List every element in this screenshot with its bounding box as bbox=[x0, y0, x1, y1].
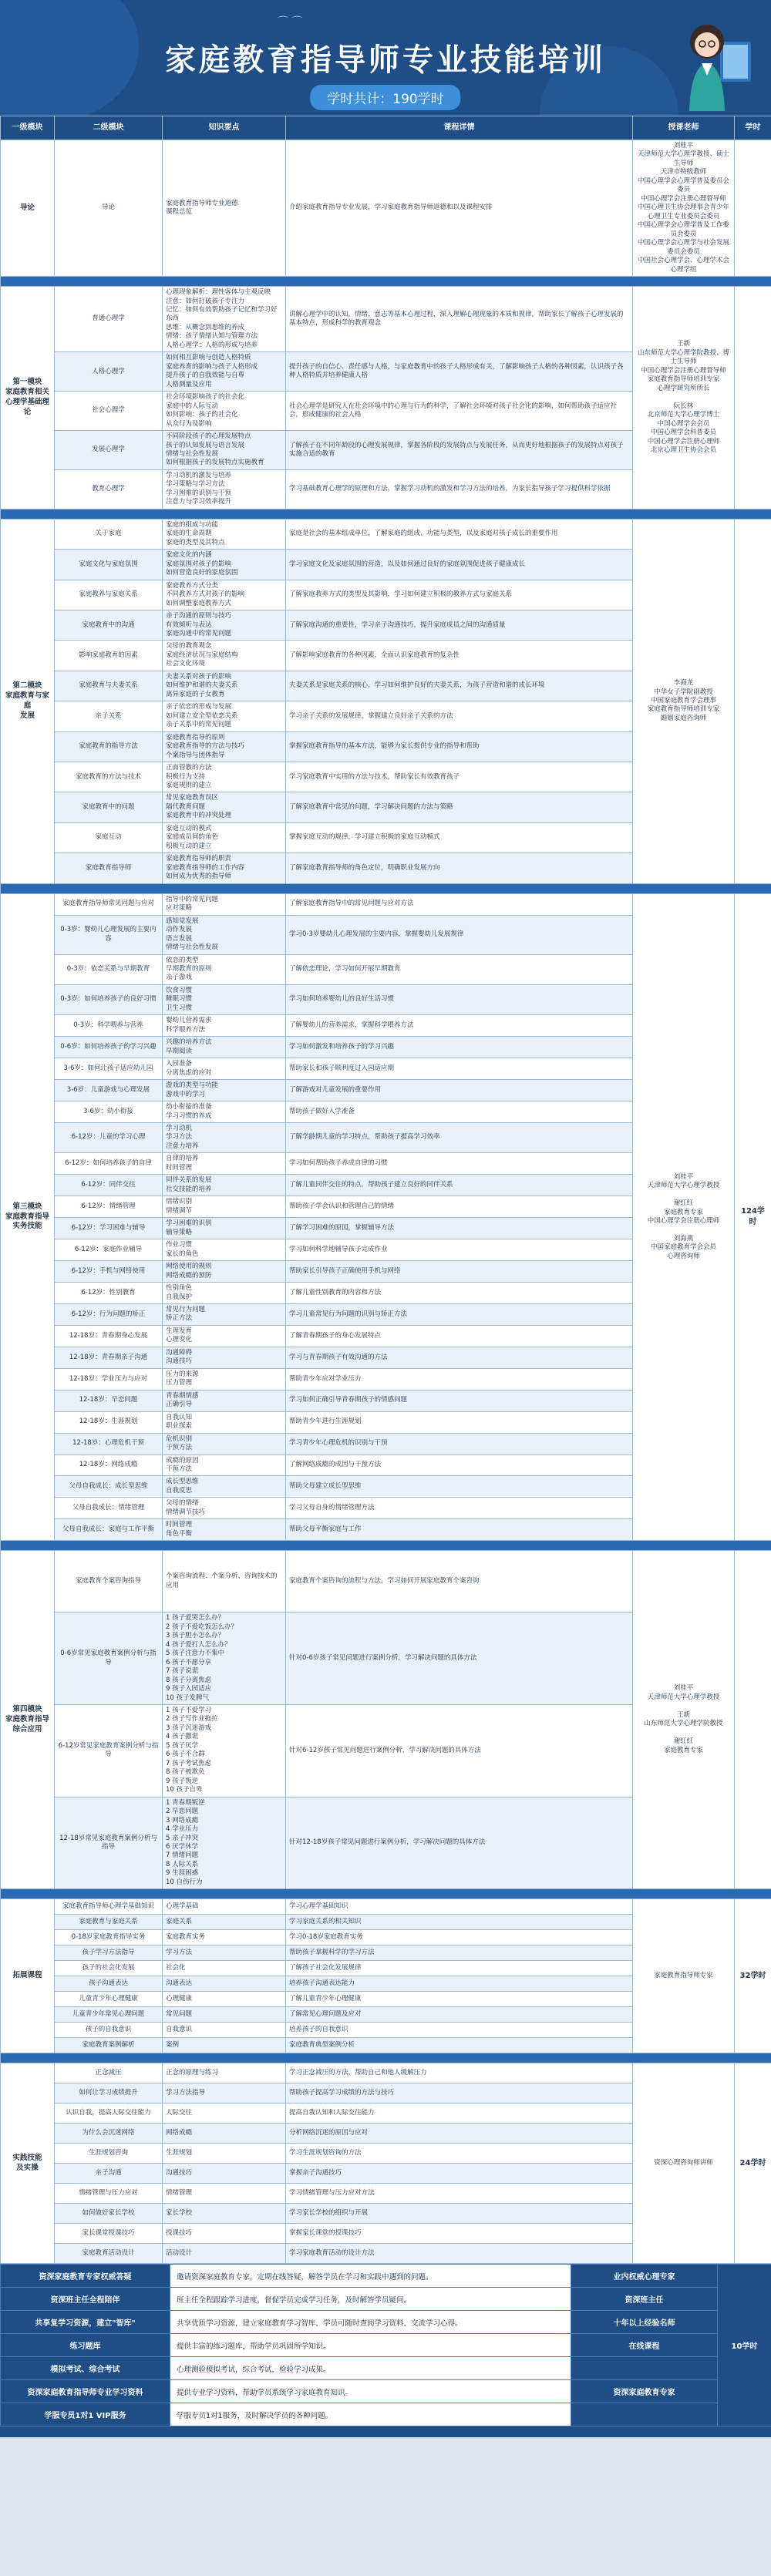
cell-detail: 学习家长学校的组织与开展 bbox=[286, 2204, 633, 2224]
module-separator bbox=[1, 2053, 771, 2063]
cell-points: 游戏的类型与功能 游戏中的学习 bbox=[163, 1080, 286, 1101]
cell-points: 饮食习惯 睡眠习惯 卫生习惯 bbox=[163, 984, 286, 1014]
cell-points: 家庭教育实务 bbox=[163, 1930, 286, 1945]
cell-sub: 家庭教育的指导方法 bbox=[55, 731, 163, 762]
module-name: 第四模块 家庭教育指导 综合应用 bbox=[1, 1551, 55, 1889]
cell-detail: 帮助父母建立成长型思维 bbox=[286, 1476, 633, 1498]
cell-sub: 导论 bbox=[55, 140, 163, 277]
cell-points: 1 孩子不爱学习 2 孩子写作业拖拉 3 孩子沉迷游戏 4 孩子撒谎 5 孩子厌学 6 孩子不合群 7 孩子考试焦虑 8 孩子被欺负 9 孩子叛逆 10 孩子自卑 bbox=[163, 1704, 286, 1797]
cell-points: 感知觉发展 动作发展 语言发展 情绪与社会性发展 bbox=[163, 915, 286, 954]
cell-detail: 帮助青少年进行生涯规划 bbox=[286, 1411, 633, 1433]
cell-points: 生理发育 心理变化 bbox=[163, 1325, 286, 1347]
cell-detail: 了解网络成瘾的成因与干预方法 bbox=[286, 1454, 633, 1476]
cell-detail: 了解常见心理问题及应对 bbox=[286, 2007, 633, 2023]
cell-points: 家长学校 bbox=[163, 2204, 286, 2224]
cell-detail: 了解学龄期儿童的学习特点，帮助孩子提高学习效率 bbox=[286, 1123, 633, 1153]
cell-detail: 了解孩子在不同年龄段的心理发展规律，掌握各阶段的发展特点与发展任务，从而更好地根据孩子的发展特点对孩子实施合适的教育 bbox=[286, 431, 633, 470]
service-row bbox=[1, 2311, 771, 2334]
cell-sub: 如何做好家长学校 bbox=[55, 2204, 163, 2224]
cell-points: 依恋的类型 早期教育的原则 亲子游戏 bbox=[163, 954, 286, 984]
service-right: 十年以上经验名师 bbox=[571, 2311, 718, 2334]
cell-detail: 分析网络沉迷的原因与应对 bbox=[286, 2124, 633, 2144]
cell-points: 常见行为问题 矫正方法 bbox=[163, 1303, 286, 1325]
module-name: 第二模块 家庭教育与家庭 发展 bbox=[1, 519, 55, 883]
cell-detail: 学习生涯规划咨询的方法 bbox=[286, 2144, 633, 2164]
service-name: 学服专员1对1 VIP服务 bbox=[1, 2403, 170, 2426]
table-row bbox=[1, 2063, 771, 2083]
teacher-info: 李海龙 中华女子学院副教授 中国家庭教育学会理事 家庭教育指导师培训专家 婚姻家庭咨询师 bbox=[633, 519, 735, 883]
cell-detail: 了解儿童同伴交往的特点，帮助孩子建立良好的同伴关系 bbox=[286, 1175, 633, 1196]
cell-sub: 家庭教育的方法与技术 bbox=[55, 762, 163, 792]
cell-sub: 家庭教育与家庭关系 bbox=[55, 1915, 163, 1930]
cell-detail: 学习父母自身的情绪管理方法 bbox=[286, 1498, 633, 1519]
cell-points: 父母的教育观念 家庭经济状况与家庭结构 社会文化环境 bbox=[163, 641, 286, 671]
cell-points: 心理学基础 bbox=[163, 1899, 286, 1915]
cell-sub: 家庭教育指导师 bbox=[55, 853, 163, 883]
cell-sub: 0-3岁：如何培养孩子的良好习惯 bbox=[55, 984, 163, 1014]
cell-detail: 帮助孩子学会认识和管理自己的情绪 bbox=[286, 1196, 633, 1218]
cell-points: 作业习惯 家长的角色 bbox=[163, 1239, 286, 1261]
cell-sub: 认识自我，提高人际交往能力 bbox=[55, 2104, 163, 2124]
cell-detail: 针对12-18岁孩子常见问题进行案例分析，学习解决问题的具体方法 bbox=[286, 1797, 633, 1889]
cell-sub: 6-12岁：家庭作业辅导 bbox=[55, 1239, 163, 1261]
cell-detail: 了解家庭教育指导师的角色定位，明确职业发展方向 bbox=[286, 853, 633, 883]
cell-detail: 了解儿童性别教育的内容和方法 bbox=[286, 1283, 633, 1304]
cell-sub: 3-6岁：儿童游戏与心理发展 bbox=[55, 1080, 163, 1101]
header-cell: 二级模块 bbox=[55, 116, 163, 140]
cell-detail: 学习0-18岁家庭教育实务 bbox=[286, 1930, 633, 1945]
cell-detail: 学习如何正确引导青春期孩子的情感问题 bbox=[286, 1390, 633, 1411]
cell-detail: 帮助父母平衡家庭与工作 bbox=[286, 1519, 633, 1541]
cell-detail: 提高自我认知和人际交往能力 bbox=[286, 2104, 633, 2124]
cell-sub: 父母自我成长：情绪管理 bbox=[55, 1498, 163, 1519]
service-right: 在线课程 bbox=[571, 2334, 718, 2357]
cell-points: 兴趣的培养方法 早期阅读 bbox=[163, 1037, 286, 1058]
cell-detail: 家庭是社会的基本组成单位，了解家庭的组成、功能与类型，以及家庭对孩子成长的重要作用 bbox=[286, 519, 633, 549]
cell-detail: 帮助孩子掌握科学的学习方法 bbox=[286, 1945, 633, 1961]
cell-points: 父母的情绪 情绪调节技巧 bbox=[163, 1498, 286, 1519]
cell-sub: 12-18岁：学业压力与应对 bbox=[55, 1368, 163, 1390]
cell-sub: 0-3岁：依恋关系与早期教育 bbox=[55, 954, 163, 984]
cell-sub: 12-18岁：心理危机干预 bbox=[55, 1433, 163, 1454]
cell-detail: 帮助孩子做好入学准备 bbox=[286, 1101, 633, 1123]
cell-points: 指导中的常见问题 应对策略 bbox=[163, 893, 286, 915]
cell-detail: 掌握亲子沟通技巧 bbox=[286, 2164, 633, 2184]
cell-points: 社会环境影响孩子的社会化 家庭中的人际互动 如何影响：孩子的社会化 从众行为及影响 bbox=[163, 392, 286, 431]
cell-sub: 6-12岁：情绪管理 bbox=[55, 1196, 163, 1218]
cell-sub: 关于家庭 bbox=[55, 519, 163, 549]
cell-sub: 父母自我成长：家庭与工作平衡 bbox=[55, 1519, 163, 1541]
cell-detail: 帮助孩子提高学习成绩的方法与技巧 bbox=[286, 2083, 633, 2104]
cell-detail: 学习如何激发和培养孩子的学习兴趣 bbox=[286, 1037, 633, 1058]
cell-points: 学习方法 bbox=[163, 1945, 286, 1961]
cell-sub: 父母自我成长：成长型思维 bbox=[55, 1476, 163, 1498]
cell-detail: 学习如何科学地辅导孩子完成作业 bbox=[286, 1239, 633, 1261]
cell-points: 学习困难的识别 辅导策略 bbox=[163, 1218, 286, 1239]
cell-sub: 家庭教养与家庭关系 bbox=[55, 580, 163, 610]
cell-points: 人际交往 bbox=[163, 2104, 286, 2124]
cell-detail: 学习家庭关系的相关知识 bbox=[286, 1915, 633, 1930]
cell-detail: 学习与青春期孩子有效沟通的方法 bbox=[286, 1347, 633, 1368]
cell-sub: 教育心理学 bbox=[55, 469, 163, 509]
cell-sub: 家庭教育案例解析 bbox=[55, 2038, 163, 2053]
service-name: 共享复学习资源，建立"智库" bbox=[1, 2311, 170, 2334]
service-desc: 学服专员1对1服务，及时解决学员的各种问题。 bbox=[170, 2403, 571, 2426]
service-name: 资深家庭教育指导师专业学习资料 bbox=[1, 2380, 170, 2403]
module-name: 拓展课程 bbox=[1, 1899, 55, 2053]
cell-points: 性别角色 自我保护 bbox=[163, 1283, 286, 1304]
cell-sub: 如何让学习成绩提升 bbox=[55, 2083, 163, 2104]
cell-sub: 12-18岁：生涯规划 bbox=[55, 1411, 163, 1433]
cell-detail: 帮助青少年应对学业压力 bbox=[286, 1368, 633, 1390]
cell-points: 成长型思维 自我反思 bbox=[163, 1476, 286, 1498]
cell-points: 压力的来源 压力管理 bbox=[163, 1368, 286, 1390]
cell-points: 心理现象解析：理性客体与主观反映 注意：如何打破孩子专注力 记忆：如何有效帮助孩子记忆和学习好东西 思维：从概念到思维的养成 情绪：孩子情绪认知与管理方法 人格心理学：人格的形成与培养 bbox=[163, 287, 286, 352]
cell-points: 正念的原理与练习 bbox=[163, 2063, 286, 2083]
service-right: 业内权威心理专家 bbox=[571, 2265, 718, 2288]
cell-detail: 学习心理学基础知识 bbox=[286, 1899, 633, 1915]
service-row bbox=[1, 2380, 771, 2403]
cell-detail: 家庭教育个案咨询的流程与方法，学习如何开展家庭教育个案咨询 bbox=[286, 1551, 633, 1613]
cell-sub: 6-12岁：学习困难与辅导 bbox=[55, 1218, 163, 1239]
cell-detail: 了解依恋理论，学习如何开展早期教育 bbox=[286, 954, 633, 984]
cell-detail: 学习家庭教育中实用的方法与技术，帮助家长有效教育孩子 bbox=[286, 762, 633, 792]
cell-detail: 掌握家庭互动的规律，学习建立积极的家庭互动模式 bbox=[286, 822, 633, 853]
service-right: 资深家庭教育专家 bbox=[571, 2380, 718, 2403]
cell-points: 家庭教育指导师的职责 家庭教育指导师的工作内容 如何成为优秀的指导师 bbox=[163, 853, 286, 883]
cell-sub: 家庭教育与夫妻关系 bbox=[55, 671, 163, 701]
cell-sub: 12-18岁：早恋问题 bbox=[55, 1390, 163, 1411]
banner bbox=[0, 0, 771, 116]
cell-points: 家庭教育指导的原则 家庭教育指导的方法与技巧 个案指导与团体指导 bbox=[163, 731, 286, 762]
header-cell: 授课老师 bbox=[633, 116, 735, 140]
cell-sub: 情绪管理与压力应对 bbox=[55, 2184, 163, 2204]
cell-detail: 掌握家长课堂的授课技巧 bbox=[286, 2224, 633, 2244]
teacher-info: 刘桂平 天津师范大学心理学教授 王新 山东师范大学心理学院教授 谢红红 家庭教育专家 bbox=[633, 1551, 735, 1889]
service-desc: 提供专业学习资料，帮助学员系统学习家庭教育知识。 bbox=[170, 2380, 571, 2403]
cell-detail: 针对0-6岁孩子常见问题进行案例分析，学习解决问题的具体方法 bbox=[286, 1613, 633, 1705]
cell-sub: 人格心理学 bbox=[55, 352, 163, 392]
service-desc: 邀请资深家庭教育专家，定期在线答疑，解答学员在学习和实践中遇到的问题。 bbox=[170, 2265, 571, 2288]
cell-points: 情绪识别 情绪调节 bbox=[163, 1196, 286, 1218]
service-name: 模拟考试、综合考试 bbox=[1, 2357, 170, 2380]
cell-points: 个案咨询流程、个案分析、咨询技术的应用 bbox=[163, 1551, 286, 1613]
cell-points: 幼小衔接的准备 学习习惯的养成 bbox=[163, 1101, 286, 1123]
table-row bbox=[1, 140, 771, 277]
cell-detail: 学习如何培养婴幼儿的良好生活习惯 bbox=[286, 984, 633, 1014]
cell-points: 同伴关系的发展 社交技能的培养 bbox=[163, 1175, 286, 1196]
cell-detail: 家庭教育典型案例分析 bbox=[286, 2038, 633, 2053]
module-name: 第一模块 家庭教育相关 心理学基础理论 bbox=[1, 287, 55, 509]
service-row bbox=[1, 2265, 771, 2288]
cell-sub: 0-6岁：如何培养孩子的学习兴趣 bbox=[55, 1037, 163, 1058]
table-row bbox=[1, 1899, 771, 1915]
cell-sub: 0-3岁：婴幼儿心理发展的主要内容 bbox=[55, 915, 163, 954]
header-cell: 知识要点 bbox=[163, 116, 286, 140]
teacher-info: 资深心理咨询师讲师 bbox=[633, 2063, 735, 2264]
cell-sub: 家庭教育指导师常见问题与应对 bbox=[55, 893, 163, 915]
cell-detail: 了解婴幼儿的营养需求，掌握科学喂养方法 bbox=[286, 1015, 633, 1037]
cell-detail: 学习家庭文化及家庭氛围的营造，以及如何通过良好的家庭氛围促进孩子健康成长 bbox=[286, 550, 633, 580]
cell-detail: 学习家庭教育活动的设计方法 bbox=[286, 2244, 633, 2264]
cell-sub: 0-6岁常见家庭教育案例分析与指导 bbox=[55, 1613, 163, 1705]
cell-sub: 社会心理学 bbox=[55, 392, 163, 431]
cell-detail: 学习亲子关系的发展规律，掌握建立良好亲子关系的方法 bbox=[286, 701, 633, 731]
cell-sub: 6-12岁：如何培养孩子的自律 bbox=[55, 1153, 163, 1175]
cell-sub: 孩子沟通表达 bbox=[55, 1976, 163, 1992]
cell-sub: 6-12岁：手机与网络使用 bbox=[55, 1261, 163, 1283]
cell-detail: 了解游戏对儿童发展的重要作用 bbox=[286, 1080, 633, 1101]
cell-sub: 6-12岁常见家庭教育案例分析与指导 bbox=[55, 1704, 163, 1797]
cell-detail: 了解影响家庭教育的各种因素，全面认识家庭教育的复杂性 bbox=[286, 641, 633, 671]
cell-sub: 普通心理学 bbox=[55, 287, 163, 352]
service-desc: 共享优质学习资源，建立家庭教育学习智库，学员可随时查阅学习资料，交流学习心得。 bbox=[170, 2311, 571, 2334]
cell-points: 家庭的组成与功能 家庭的生命周期 家庭的类型及其特点 bbox=[163, 519, 286, 549]
cell-sub: 家庭互动 bbox=[55, 822, 163, 853]
service-row bbox=[1, 2288, 771, 2311]
teacher-info: 家庭教育指导师专家 bbox=[633, 1899, 735, 2053]
cell-sub: 家长课堂授课技巧 bbox=[55, 2224, 163, 2244]
cell-sub: 亲子关系 bbox=[55, 701, 163, 731]
cell-points: 沟通表达 bbox=[163, 1976, 286, 1992]
cell-sub: 儿童青少年心理健康 bbox=[55, 1992, 163, 2007]
cell-detail: 学习情绪管理与压力应对方法 bbox=[286, 2184, 633, 2204]
cell-detail: 了解儿童青少年心理健康 bbox=[286, 1992, 633, 2007]
cell-points: 活动设计 bbox=[163, 2244, 286, 2264]
cell-points: 正面管教的方法 积极行为支持 家庭规则的建立 bbox=[163, 762, 286, 792]
cell-points: 常见家庭教育误区 隔代教育问题 家庭教育中的冲突处理 bbox=[163, 792, 286, 822]
cell-points: 沟通技巧 bbox=[163, 2164, 286, 2184]
cell-sub: 家庭教育个案咨询指导 bbox=[55, 1551, 163, 1613]
cell-detail: 帮助家长引导孩子正确使用手机与网络 bbox=[286, 1261, 633, 1283]
cell-detail: 夫妻关系是家庭关系的核心，学习如何维护良好的夫妻关系，为孩子营造和谐的成长环境 bbox=[286, 671, 633, 701]
cell-detail: 社会心理学是研究人在社会环境中的心理与行为的科学，了解社会环境对孩子社会化的影响，如何帮助孩子适应社会，形成健康的社会人格 bbox=[286, 392, 633, 431]
teacher-info: 刘桂平 天津师范大学心理学教授、硕士生导师 天津市特级教师 中国心理学会心理学普及委员会委员 中国心理学会注册心理督导师 中国心理卫生协会理事会青少年心理卫生专业委员会委员 中国心理学会心理学普及工作委员会委员 中国心理学会心理学与社会发展委员会委员 中国社会心理学会、心理学术会心理学组 bbox=[633, 140, 735, 277]
cell-detail: 学习青少年心理危机的识别与干预 bbox=[286, 1433, 633, 1454]
cell-sub: 发展心理学 bbox=[55, 431, 163, 470]
cell-detail: 学习儿童常见行为问题的识别与矫正方法 bbox=[286, 1303, 633, 1325]
table-row bbox=[1, 287, 771, 352]
service-row bbox=[1, 2334, 771, 2357]
cell-sub: 儿童青少年常见心理问题 bbox=[55, 2007, 163, 2023]
cell-detail: 了解家庭教养方式的类型及其影响，学习如何建立积极的教养方式与家庭关系 bbox=[286, 580, 633, 610]
module-hours: 24学时 bbox=[735, 2063, 771, 2264]
cell-sub: 0-3岁：科学喂养与营养 bbox=[55, 1015, 163, 1037]
header-row bbox=[1, 116, 771, 140]
cell-detail: 学习正念减压的方法，帮助自己和他人缓解压力 bbox=[286, 2063, 633, 2083]
bird-icon: ⌒ ⌒ bbox=[278, 16, 303, 29]
cell-detail: 了解青春期孩子的身心发展特点 bbox=[286, 1325, 633, 1347]
table-row bbox=[1, 519, 771, 549]
cell-sub: 为什么会沉迷网络 bbox=[55, 2124, 163, 2144]
cell-sub: 6-12岁：同伴交往 bbox=[55, 1175, 163, 1196]
teacher-info: 刘桂平 天津师范大学心理学教授 谢红红 家庭教育专家 中国心理学会注册心理师 刘海燕 中国家庭教育学会会员 心理咨询师 bbox=[633, 893, 735, 1541]
module-separator bbox=[1, 509, 771, 519]
cell-sub: 家庭教育中的问题 bbox=[55, 792, 163, 822]
module-separator bbox=[1, 1541, 771, 1551]
module-hours bbox=[735, 1551, 771, 1889]
cell-detail: 培养孩子沟通表达能力 bbox=[286, 1976, 633, 1992]
cell-sub: 12-18岁常见家庭教育案例分析与指导 bbox=[55, 1797, 163, 1889]
cell-sub: 12-18岁：青春期亲子沟通 bbox=[55, 1347, 163, 1368]
cell-detail: 提升孩子的自信心、责任感与人格，与家庭教育中的孩子人格形成有关，了解影响孩子人格的各种因素，认识孩子各种人格特质并培养健康人格 bbox=[286, 352, 633, 392]
cell-sub: 家庭教育指导师心理学基础知识 bbox=[55, 1899, 163, 1915]
cell-points: 授课技巧 bbox=[163, 2224, 286, 2244]
cell-points: 自我认知 职业探索 bbox=[163, 1411, 286, 1433]
cell-points: 常见问题 bbox=[163, 2007, 286, 2023]
service-name: 资深家庭教育专家权威答疑 bbox=[1, 2265, 170, 2288]
cell-sub: 3-6岁：如何让孩子适应幼儿园 bbox=[55, 1058, 163, 1080]
cell-sub: 家庭文化与家庭氛围 bbox=[55, 550, 163, 580]
module-name: 导论 bbox=[1, 140, 55, 277]
teacher-illustration-icon bbox=[672, 11, 757, 111]
header-cell: 课程详情 bbox=[286, 116, 633, 140]
cell-points: 家庭教养方式分类 不同教养方式对孩子的影响 如何调整家庭教养方式 bbox=[163, 580, 286, 610]
cell-detail: 学习0-3岁婴幼儿心理发展的主要内容，掌握婴幼儿发展规律 bbox=[286, 915, 633, 954]
course-table bbox=[0, 116, 771, 2264]
module-hours: 124学时 bbox=[735, 893, 771, 1541]
cell-points: 案例 bbox=[163, 2038, 286, 2053]
cell-detail: 了解孩子社会化发展规律 bbox=[286, 1961, 633, 1976]
service-desc: 心理测验模拟考试，综合考试，检验学习成果。 bbox=[170, 2357, 571, 2380]
module-name: 第三模块 家庭教育指导 实务技能 bbox=[1, 893, 55, 1541]
cell-sub: 生涯规划咨询 bbox=[55, 2144, 163, 2164]
service-row bbox=[1, 2403, 771, 2426]
module-separator bbox=[1, 883, 771, 893]
header-cell: 一级模块 bbox=[1, 116, 55, 140]
cell-points: 自律的培养 时间管理 bbox=[163, 1153, 286, 1175]
cell-points: 青春期情感 正确引导 bbox=[163, 1390, 286, 1411]
cell-detail: 了解学习困难的原因，掌握辅导方法 bbox=[286, 1218, 633, 1239]
module-hours bbox=[735, 287, 771, 509]
cell-points: 学习动机的激发与培养 学习策略与学习方法 学习困难的识别与干预 注意力与学习效率提升 bbox=[163, 469, 286, 509]
cell-sub: 12-18岁：青春期身心发展 bbox=[55, 1325, 163, 1347]
cell-points: 学习方法指导 bbox=[163, 2083, 286, 2104]
cell-points: 亲子沟通的原则与技巧 有效倾听与表达 家庭沟通中的常见问题 bbox=[163, 610, 286, 641]
cell-points: 家庭关系 bbox=[163, 1915, 286, 1930]
service-right bbox=[571, 2357, 718, 2380]
cell-detail: 了解家庭沟通的重要性，学习亲子沟通技巧，提升家庭成员之间的沟通质量 bbox=[286, 610, 633, 641]
cell-points: 沟通障碍 沟通技巧 bbox=[163, 1347, 286, 1368]
cell-points: 1 孩子爱哭怎么办？ 2 孩子不爱吃饭怎么办？ 3 孩子胆小怎么办？ 4 孩子爱打人怎么办？ 5 孩子注意力不集中 6 孩子不愿分享 7 孩子说谎 8 孩子分离焦虑 9 孩子入园适应 10 孩子发脾气 bbox=[163, 1613, 286, 1705]
cell-detail: 了解家庭教育中常见的问题，学习解决问题的方法与策略 bbox=[286, 792, 633, 822]
cell-detail: 培养孩子的自我意识 bbox=[286, 2023, 633, 2038]
cell-points: 入园准备 分离焦虑的应对 bbox=[163, 1058, 286, 1080]
cell-points: 生涯规划 bbox=[163, 2144, 286, 2164]
cell-sub: 家庭教育活动设计 bbox=[55, 2244, 163, 2264]
cell-sub: 影响家庭教育的因素 bbox=[55, 641, 163, 671]
cell-sub: 家庭教育中的沟通 bbox=[55, 610, 163, 641]
table-row bbox=[1, 1551, 771, 1613]
cell-detail: 针对6-12岁孩子常见问题进行案例分析，学习解决问题的具体方法 bbox=[286, 1704, 633, 1797]
cell-points: 学习动机 学习方法 注意力培养 bbox=[163, 1123, 286, 1153]
cell-points: 社会化 bbox=[163, 1961, 286, 1976]
module-hours bbox=[735, 519, 771, 883]
table-row bbox=[1, 893, 771, 915]
teacher-info: 王新 山东师范大学心理学院教授、博士生导师 中国心理学会注册心理督导师 家庭教育指导师培训专家 心理学研究所所长 阮长林 北京师范大学心理学博士 中国心理学会会员 中国心理学会科普委员 中国心理学会注册心理师 北京心理卫生协会会员 bbox=[633, 287, 735, 509]
service-name: 资深班主任全程陪伴 bbox=[1, 2288, 170, 2311]
service-desc: 提供丰富的练习题库，帮助学员巩固所学知识。 bbox=[170, 2334, 571, 2357]
cell-sub: 亲子沟通 bbox=[55, 2164, 163, 2184]
cell-sub: 0-18岁家庭教育指导实务 bbox=[55, 1930, 163, 1945]
cell-detail: 学习如何帮助孩子养成自律的习惯 bbox=[286, 1153, 633, 1175]
cell-points: 夫妻关系对孩子的影响 如何维护和谐的夫妻关系 离异家庭的子女教育 bbox=[163, 671, 286, 701]
service-right: 资深班主任 bbox=[571, 2288, 718, 2311]
cell-points: 网络成瘾 bbox=[163, 2124, 286, 2144]
cell-points: 成瘾的原因 干预方法 bbox=[163, 1454, 286, 1476]
module-hours: 32学时 bbox=[735, 1899, 771, 2053]
footer-bar bbox=[0, 2426, 771, 2437]
cell-detail: 帮助家长和孩子顺利度过入园适应期 bbox=[286, 1058, 633, 1080]
cell-points: 时间管理 角色平衡 bbox=[163, 1519, 286, 1541]
cell-points: 婴幼儿营养需求 科学喂养方法 bbox=[163, 1015, 286, 1037]
cell-points: 亲子依恋的形成与发展 如何建立安全型依恋关系 亲子关系中的常见问题 bbox=[163, 701, 286, 731]
cell-sub: 3-6岁：幼小衔接 bbox=[55, 1101, 163, 1123]
cell-sub: 12-18岁：网络成瘾 bbox=[55, 1454, 163, 1476]
page-title: 家庭教育指导师专业技能培训 bbox=[165, 42, 606, 78]
module-separator bbox=[1, 277, 771, 287]
cell-sub: 孩子的社会化发展 bbox=[55, 1961, 163, 1976]
cell-detail: 讲解心理学中的认知、情绪、意志等基本心理过程，深入理解心理现象的本质和规律，帮助家长了解孩子心理发展的基本特点，形成科学的教育观念 bbox=[286, 287, 633, 352]
cell-sub: 6-12岁：性别教育 bbox=[55, 1283, 163, 1304]
cell-points: 心理健康 bbox=[163, 1992, 286, 2007]
cell-sub: 孩子学习方法指导 bbox=[55, 1945, 163, 1961]
total-hours-badge: 学时共计：190学时 bbox=[310, 85, 460, 110]
service-right bbox=[571, 2403, 718, 2426]
services-hours: 10学时 bbox=[718, 2265, 771, 2426]
cell-points: 家庭互动的模式 家庭成员间的角色 积极互动的建立 bbox=[163, 822, 286, 853]
cell-points: 如何相互影响与创造人格特质 家庭养育的影响与孩子人格形成 提升孩子的自我效能与自尊 人格测量及应用 bbox=[163, 352, 286, 392]
cell-sub: 6-12岁：儿童的学习心理 bbox=[55, 1123, 163, 1153]
service-name: 练习题库 bbox=[1, 2334, 170, 2357]
cell-points: 家庭文化的内涵 家庭氛围对孩子的影响 如何营造良好的家庭氛围 bbox=[163, 550, 286, 580]
cell-detail: 介绍家庭教育指导专业发展，学习家庭教育指导师道德和以及课程安排 bbox=[286, 140, 633, 277]
cell-points: 网络使用的规则 网络成瘾的预防 bbox=[163, 1261, 286, 1283]
cell-detail: 掌握家庭教育指导的基本方法，能够为家长提供专业的指导和帮助 bbox=[286, 731, 633, 762]
cell-points: 情绪管理 bbox=[163, 2184, 286, 2204]
header-cell: 学时 bbox=[735, 116, 771, 140]
cell-detail: 学习基础教育心理学的原理和方法，掌握学习动机的激发和学习方法的培养，为家长指导孩子学习提供科学依据 bbox=[286, 469, 633, 509]
cell-points: 1 青春期叛逆 2 早恋问题 3 网络成瘾 4 学业压力 5 亲子冲突 6 厌学休学 7 情绪问题 8 人际关系 9 生涯困惑 10 自伤行为 bbox=[163, 1797, 286, 1889]
cell-detail: 了解家庭教育指导中的常见问题与应对方法 bbox=[286, 893, 633, 915]
service-row bbox=[1, 2357, 771, 2380]
services-table bbox=[0, 2264, 771, 2426]
cell-points: 家庭教育指导师专业道德 课程总览 bbox=[163, 140, 286, 277]
cell-points: 危机识别 干预方法 bbox=[163, 1433, 286, 1454]
cell-points: 自我意识 bbox=[163, 2023, 286, 2038]
cell-sub: 正念减压 bbox=[55, 2063, 163, 2083]
module-hours bbox=[735, 140, 771, 277]
cell-points: 不同阶段孩子的心理发展特点 孩子的认知发展与语言发展 情绪与社会性发展 如何根据孩子的发展特点实施教育 bbox=[163, 431, 286, 470]
cell-sub: 孩子的自我意识 bbox=[55, 2023, 163, 2038]
cell-sub: 6-12岁：行为问题的矫正 bbox=[55, 1303, 163, 1325]
module-name: 实践技能 及实操 bbox=[1, 2063, 55, 2264]
service-desc: 班主任全程跟踪学习进度，督促学员完成学习任务，及时解答学员疑问。 bbox=[170, 2288, 571, 2311]
module-separator bbox=[1, 1889, 771, 1899]
